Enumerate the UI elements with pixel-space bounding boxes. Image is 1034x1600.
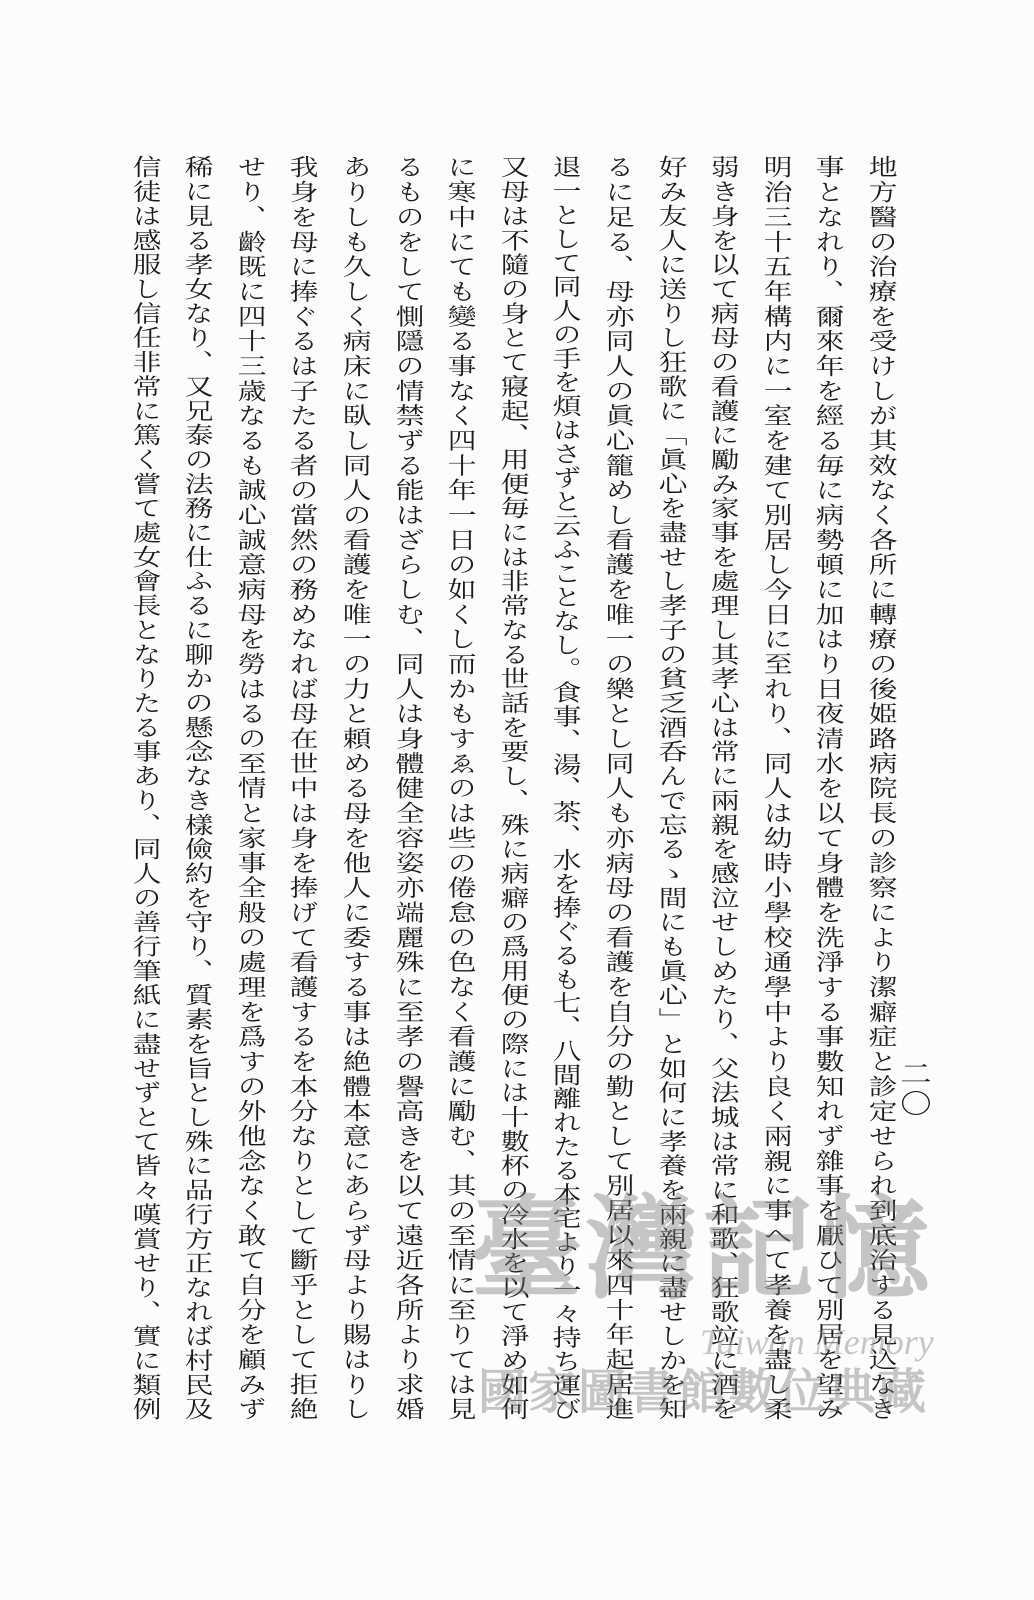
text-column-12: 我身を母に捧ぐるは子たる者の當然の務めなれば母在世中は身を捧げて看護するを本分なりとして斷乎として拒絶	[284, 155, 318, 1421]
watermark-subtitle: Taiwan Memory	[700, 1322, 934, 1362]
text-column-10: るものをして惻隱の情禁ずる能はざらしむ、同人は身體健全容姿亦端麗殊に至孝の譽高きを以て遠近各所より求婚	[390, 155, 424, 1421]
watermark-logo: 臺灣記憶	[470, 1184, 934, 1315]
text-column-14: 稀に見る孝女なり、又兄泰の法務に仕ふるに聊かの懸念なき樣儉約を守り、質素を旨とし殊に品行方正なれば村民及	[179, 155, 213, 1420]
page-number: 二〇	[895, 1060, 931, 1120]
text-column-9: に寒中にても變る事なく四十年一日の如くし而かもすゑのは些の倦怠の色なく看護に勵む、其の至情に至りては見	[442, 155, 476, 1420]
text-column-3: 明治三十五年構内に一室を建て別居し今日に至れり、同人は幼時小學校通學中より良く兩親に事へて孝養を盡し柔	[758, 155, 792, 1420]
text-column-7: 退一として同人の手を煩はさずと云ふことなし。食事、湯、茶、水を捧ぐるも七、八間離れたる本宅より一々持ち運び	[547, 155, 581, 1421]
text-column-2: 事となれり、爾來年を經る毎に病勢頓に加はり日夜清水を以て身體を洗淨する事數知れず雜事を厭ひて別居を望み	[810, 155, 844, 1420]
text-column-4: 弱き身を以て病母の看護に勵み家事を處理し其孝心は常に兩親を感泣せしめたり、父法城は常に和歌、狂歌竝に酒を	[705, 155, 739, 1420]
text-column-8: 又母は不隨の身とて寢起、用便毎には非常なる世話を要し、殊に病癖の爲用便の際には十數杯の冷水を以て淨め如何	[495, 155, 529, 1420]
text-column-1: 地方醫の治療を受けしが其效なく各所に轉療の後姫路病院長の診察により潔癖症と診定せられ到底治する見込なき	[863, 155, 897, 1420]
text-column-6: るに足る、母亦同人の眞心籠めし看護を唯一の樂とし同人も亦病母の看護を自分の勤として別居以來四十年起居進	[600, 155, 634, 1420]
watermark-institution: 國家圖書館數位典藏	[478, 1364, 929, 1420]
text-column-15: 信徒は感服し信任非常に篤く嘗て處女會長となりたる事あり、同人の善行筆紙に盡せずとて皆々嘆賞せり、實に類例	[127, 155, 161, 1420]
text-column-5: 好み友人に送りし狂歌に「眞心を盡せし孝子の貧乏酒呑んで忘るゝ間にも眞心」と如何に孝養を兩親に盡せしかを知	[653, 155, 687, 1420]
text-column-11: ありしも久しく病床に臥し同人の看護を唯一の力と頼める母を他人に委する事は絶體本意にあらず母より賜はりし	[337, 155, 371, 1420]
text-column-13: せり、齡既に四十三歳なるも誠心誠意病母を勞はるの至情と家事全般の處理を爲すの外他念なく敢て自分を顧みず	[232, 155, 266, 1420]
